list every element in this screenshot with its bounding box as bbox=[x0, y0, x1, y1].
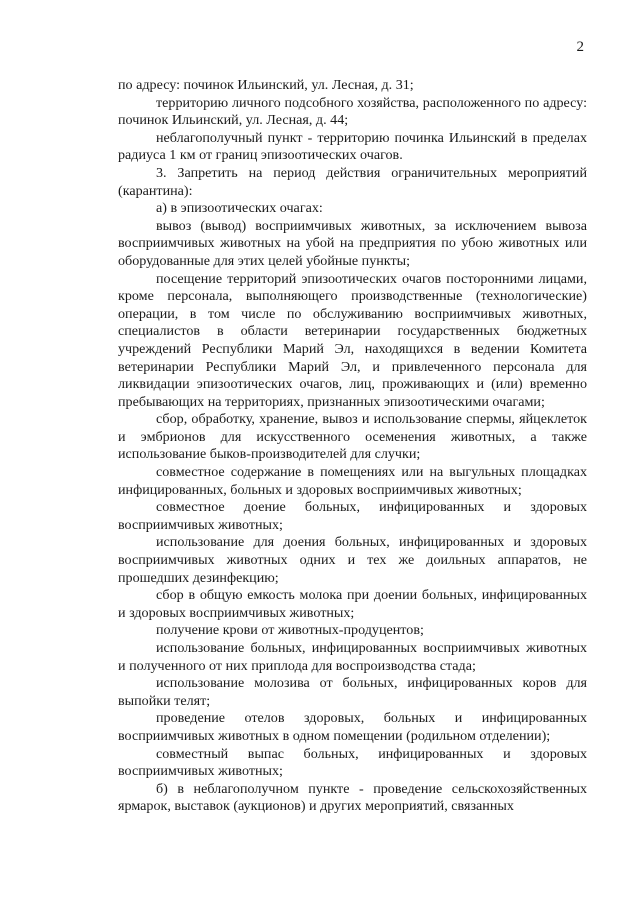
paragraph-joint-keeping: совместное содержание в помещениях или на выгульных площадках инфицированных, больных и здоровых восприимчивых животных; bbox=[118, 464, 587, 498]
paragraph-blood-collection: получение крови от животных-продуцентов; bbox=[156, 622, 424, 639]
paragraph-item-3: 3. Запретить на период действия ограничительных мероприятий (карантина): bbox=[118, 164, 587, 199]
paragraph-visit-ban: посещение территорий эпизоотических очагов посторонними лицами, кроме персонала, выполняющего производственные (технологические) операции, в том числе по обслуживанию восприимчивых животных, специалистов в области ветеринарии государственных бюджетных учреждений Республики Марий Эл, находящихся в ведении Комитета ветеринарии Республики Марий Эл, и привлеченного персонала для ликвидации эпизоотических очагов, лиц, проживающих и (или) временно пребывающих на территориях, признанных эпизоотическими очагами; bbox=[118, 270, 587, 410]
paragraph-milking-machines: использование для доения больных, инфицированных и здоровых восприимчивых животных одних и тех же доильных аппаратов, не прошедших дезинфекцию; bbox=[118, 534, 587, 586]
paragraph-household-44: территорию личного подсобного хозяйства, расположенного по адресу: починок Ильинский, ул. Лесная, д. 44; bbox=[118, 94, 587, 129]
page-number: 2 bbox=[576, 39, 584, 55]
paragraph-calving: проведение отелов здоровых, больных и инфицированных восприимчивых животных в одном помещении (родильном отделении); bbox=[118, 710, 587, 744]
paragraph-unsafe-area: неблагополучный пункт - территорию починка Ильинский в пределах радиуса 1 км от границ эпизоотических очагов. bbox=[118, 129, 587, 164]
paragraph-subitem-a: а) в эпизоотических очагах: bbox=[156, 200, 323, 217]
paragraph-joint-milking: совместное доение больных, инфицированных и здоровых восприимчивых животных; bbox=[118, 499, 587, 533]
paragraph-address-31: по адресу: починок Ильинский, ул. Лесная, д. 31; bbox=[118, 77, 414, 93]
paragraph-grazing: совместный выпас больных, инфицированных и здоровых восприимчивых животных; bbox=[118, 745, 587, 780]
paragraph-subitem-b: б) в неблагополучном пункте - проведение сельскохозяйственных ярмарок, выставок (аукционов) и других мероприятий, связанных bbox=[118, 780, 587, 815]
paragraph-export-ban: вывоз (вывод) восприимчивых животных, за исключением вывоза восприимчивых животных на убой на предприятия по убою животных или оборудованные для этих целей убойные пункты; bbox=[118, 217, 587, 269]
document-body bbox=[118, 77, 587, 816]
paragraph-semen-ban: сбор, обработку, хранение, вывоз и использование спермы, яйцеклеток и эмбрионов для искусственного осеменения животных, а также использование быков-производителей для случки; bbox=[118, 411, 587, 463]
paragraph-reproduction: использование больных, инфицированных восприимчивых животных и полученного от них приплода для воспроизводства стада; bbox=[118, 640, 587, 674]
paragraph-colostrum: использование молозива от больных, инфицированных коров для выпойки телят; bbox=[118, 675, 587, 709]
paragraph-milk-collection: сбор в общую емкость молока при доении больных, инфицированных и здоровых восприимчивых животных; bbox=[118, 587, 587, 621]
